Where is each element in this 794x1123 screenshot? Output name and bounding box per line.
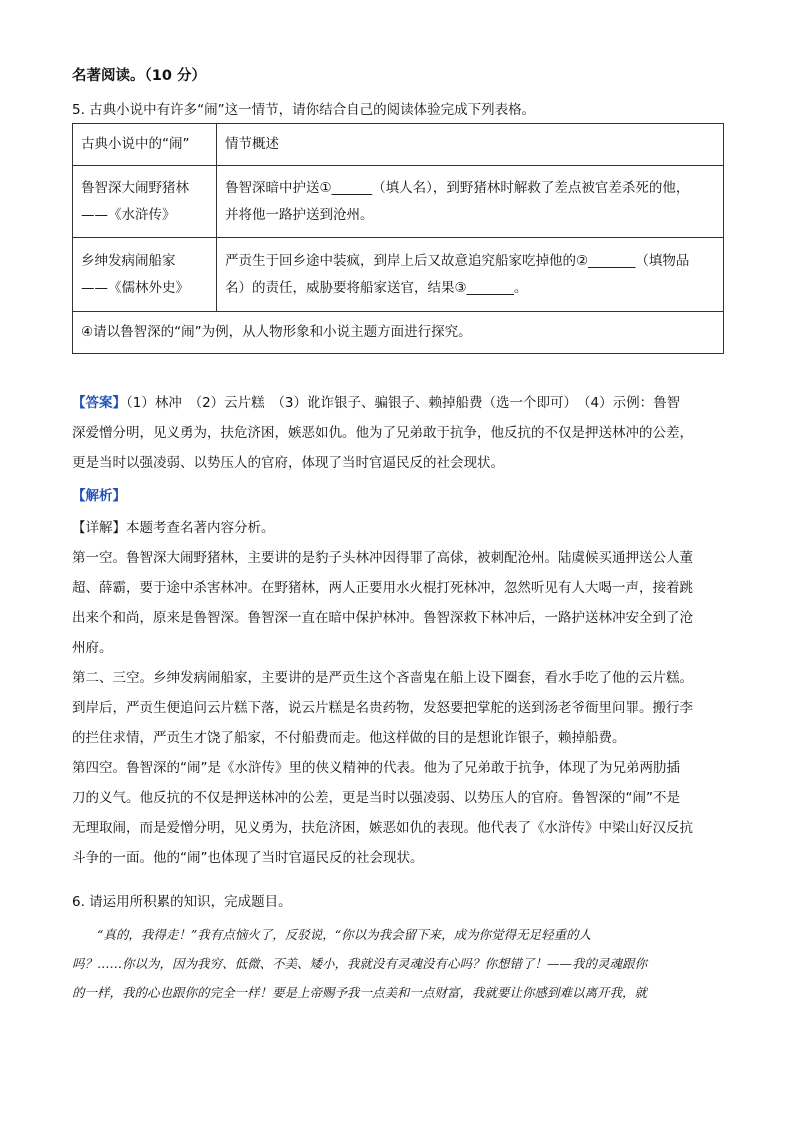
row-1-description — [217, 166, 724, 238]
answer-line: 更是当时以强凌弱、以势压人的官府，体现了当时官逼民反的社会现状。 — [72, 455, 504, 471]
row-2-title-line: 乡绅发病闹船家 — [81, 252, 176, 269]
detail-line: 【详解】本题考查名著内容分析。 — [72, 520, 275, 536]
excerpt-line: 的一样，我的心也跟你的完全一样！要是上帝赐予我一点美和一点财富，我就要让你感到难以离开我，就 — [72, 985, 648, 1000]
row-1-description-line: 鲁智深暗中护送①______（填人名），到野猪林时解救了差点被官差杀死的他， — [225, 179, 690, 196]
section-title: 名著阅读。（10 分） — [72, 68, 206, 84]
table-row — [73, 238, 724, 312]
row-1-title-source: ——《水浒传》 — [81, 206, 176, 223]
row-1-description-line: 并将他一路护送到沧州。 — [225, 206, 374, 223]
question-5-table — [72, 123, 724, 354]
table-header-col-1: 古典小说中的“闹” — [73, 124, 217, 166]
table-footer-question: ④请以鲁智深的“闹”为例，从人物形象和小说主题方面进行探究。 — [73, 312, 724, 354]
table-header-col-2: 情节概述 — [217, 124, 724, 166]
row-2-description-line: 名）的责任，威胁要将船家送官，结果③_______。 — [225, 279, 528, 296]
excerpt-line: “真的，我得走！”我有点恼火了，反驳说，“你以为我会留下来，成为你觉得无足轻重的人 — [72, 927, 592, 942]
row-1-title-line: 鲁智深大闹野猪林 — [81, 179, 189, 196]
question-5-stem: 5. 古典小说中有许多“闹”这一情节，请你结合自己的阅读体验完成下列表格。 — [72, 102, 536, 118]
detail-line: 第一空。鲁智深大闹野猪林，主要讲的是豹子头林冲因得罪了高俅，被刺配沧州。陆虞候买通押送公人董 — [72, 550, 693, 566]
detail-line: 到岸后，严贡生便追问云片糕下落，说云片糕是名贵药物，发怒要把掌舵的送到汤老爷衙里问罪。搬行李 — [72, 700, 693, 716]
table-header-row — [73, 124, 724, 166]
answer-line — [72, 388, 724, 418]
detail-line: 第四空。鲁智深的“闹”是《水浒传》里的侠义精神的代表。他为了兄弟敢于抗争，体现了为兄弟两肋插 — [72, 760, 680, 776]
detail-line: 刀的义气。他反抗的不仅是押送林冲的公差，更是当时以强凌弱、以势压人的官府。鲁智深的“闹”不是 — [72, 790, 680, 806]
table-footer-row — [73, 312, 724, 354]
row-1-title — [73, 166, 217, 238]
row-2-description — [217, 238, 724, 312]
detail-line: 州府。 — [72, 640, 113, 656]
detail-line: 第二、三空。乡绅发病闹船家，主要讲的是严贡生这个吝啬鬼在船上设下圈套，看水手吃了他的云片糕。 — [72, 670, 693, 686]
answer-text: （1）林冲 （2）云片糕 （3）讹诈银子、骗银子、赖掉船费（选一个即可） （4）示例：鲁智 — [126, 395, 681, 411]
table-row — [73, 166, 724, 238]
answer-line: 深爱憎分明，见义勇为，扶危济困，嫉恶如仇。他为了兄弟敢于抗争，他反抗的不仅是押送林冲的公差， — [72, 425, 693, 441]
detail-line: 斗争的一面。他的“闹”也体现了当时官逼民反的社会现状。 — [72, 850, 424, 866]
detail-line: 无理取闹，而是爱憎分明，见义勇为，扶危济困，嫉恶如仇的表现。他代表了《水浒传》中梁山好汉反抗 — [72, 820, 693, 836]
detail-line: 出来个和尚，原来是鲁智深。鲁智深一直在暗中保护林冲。鲁智深救下林冲后，一路护送林冲安全到了沧 — [72, 610, 693, 626]
row-2-title — [73, 238, 217, 312]
analysis-tag: 【解析】 — [72, 488, 126, 504]
excerpt-line: 吗？……你以为，因为我穷、低微、不美、矮小，我就没有灵魂没有心吗？你想错了！——我的灵魂跟你 — [72, 956, 648, 971]
detail-line: 的拦住求情，严贡生才饶了船家，不付船费而走。他这样做的目的是想讹诈银子，赖掉船费。 — [72, 730, 626, 746]
question-6-stem: 6. 请运用所积累的知识，完成题目。 — [72, 894, 292, 910]
answer-block — [72, 388, 724, 478]
detail-block — [72, 513, 724, 873]
answer-tag: 【答案】 — [72, 395, 126, 411]
question-6-excerpt — [72, 920, 724, 1007]
row-2-description-line: 严贡生于回乡途中装疯，到岸上后又故意追究船家吃掉他的②_______（填物品 — [225, 252, 690, 269]
detail-line: 超、薛霸，要于途中杀害林冲。在野猪林，两人正要用水火棍打死林冲，忽然听见有人大喝一声，接着跳 — [72, 580, 693, 596]
row-2-title-source: ——《儒林外史》 — [81, 279, 189, 296]
